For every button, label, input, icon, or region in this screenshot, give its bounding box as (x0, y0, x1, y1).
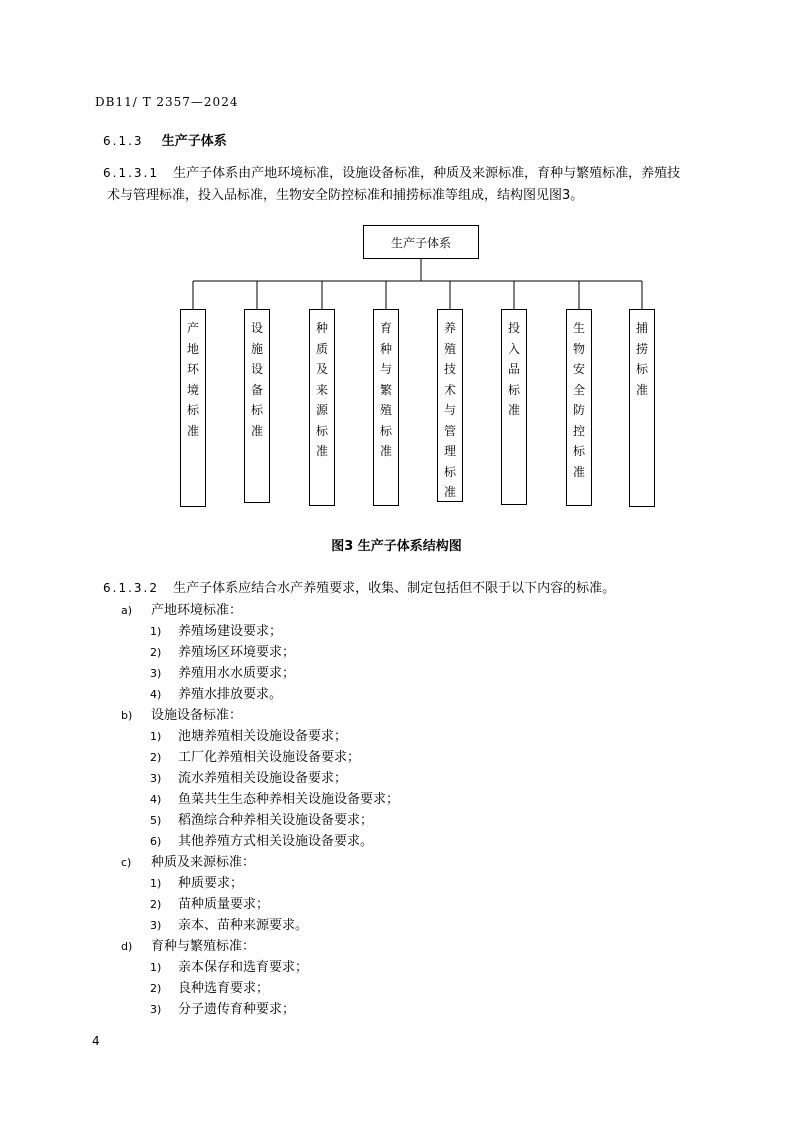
list-subitem: 5) 稻渔综合种养相关设施设备要求； (150, 813, 374, 828)
child-node-germplasm-source: 种 质 及 来 源 标 准 (309, 309, 335, 506)
list-item: c) 种质及来源标准： (121, 855, 256, 870)
list-subitem: 6) 其他养殖方式相关设施设备要求。 (150, 834, 374, 849)
list-subitem: 4) 养殖水排放要求。 (150, 687, 283, 702)
clause-number: 6.1.3.1 (103, 166, 159, 180)
list-subitem: 2) 良种选育要求； (150, 981, 270, 996)
section-title: 生产子体系 (161, 134, 227, 149)
list-item: d) 育种与繁殖标准： (121, 939, 256, 954)
list-item: a) 产地环境标准： (121, 603, 243, 618)
list-subitem: 3) 分子遗传育种要求； (150, 1002, 296, 1017)
paragraph-6-1-3-2 (103, 577, 615, 596)
list-subitem: 3) 养殖用水水质要求； (150, 666, 296, 681)
list-subitem: 1) 种质要求； (150, 876, 244, 891)
root-node: 生产子体系 (363, 225, 479, 259)
list-subitem: 2) 苗种质量要求； (150, 897, 270, 912)
child-node-harvesting: 捕 捞 标 准 (629, 309, 655, 507)
list-subitem: 4) 鱼菜共生生态种养相关设施设备要求； (150, 792, 400, 807)
paragraph-line-1: 生产子体系由产地环境标准，设施设备标准，种质及来源标准，育种与繁殖标准，养殖技 (173, 166, 681, 181)
paragraph-text: 生产子体系应结合水产养殖要求，收集、制定包括但不限于以下内容的标准。 (173, 581, 616, 596)
list-subitem: 1) 池塘养殖相关设施设备要求； (150, 729, 348, 744)
list-subitem: 2) 养殖场区环境要求； (150, 645, 296, 660)
list-item: b) 设施设备标准： (121, 708, 243, 723)
child-node-breeding-reproduction: 育 种 与 繁 殖 标 准 (373, 309, 399, 506)
child-node-aquaculture-technology: 养 殖 技 术 与 管 理 标 准 (437, 309, 463, 502)
document-header-id: DB11/ T 2357—2024 (95, 95, 239, 109)
paragraph-line-2: 术与管理标准，投入品标准，生物安全防控标准和捕捞标准等组成，结构图见图3。 (107, 188, 584, 203)
structure-diagram (0, 0, 793, 560)
child-node-facility-equipment: 设 施 设 备 标 准 (244, 309, 270, 503)
list-subitem: 1) 亲本保存和选育要求； (150, 960, 309, 975)
child-node-inputs: 投 入 品 标 准 (501, 309, 527, 505)
child-node-production-environment: 产 地 环 境 标 准 (180, 309, 206, 507)
child-node-biosecurity: 生 物 安 全 防 控 标 准 (566, 309, 592, 506)
list-subitem: 3) 亲本、苗种来源要求。 (150, 918, 309, 933)
list-subitem: 3) 流水养殖相关设施设备要求； (150, 771, 348, 786)
figure-caption: 图3 生产子体系结构图 (331, 539, 462, 554)
section-number: 6.1.3 (103, 134, 144, 148)
list-subitem: 2) 工厂化养殖相关设施设备要求； (150, 750, 361, 765)
list-subitem: 1) 养殖场建设要求； (150, 624, 283, 639)
clause-number: 6.1.3.2 (103, 581, 159, 595)
page-number: 4 (92, 1034, 100, 1048)
